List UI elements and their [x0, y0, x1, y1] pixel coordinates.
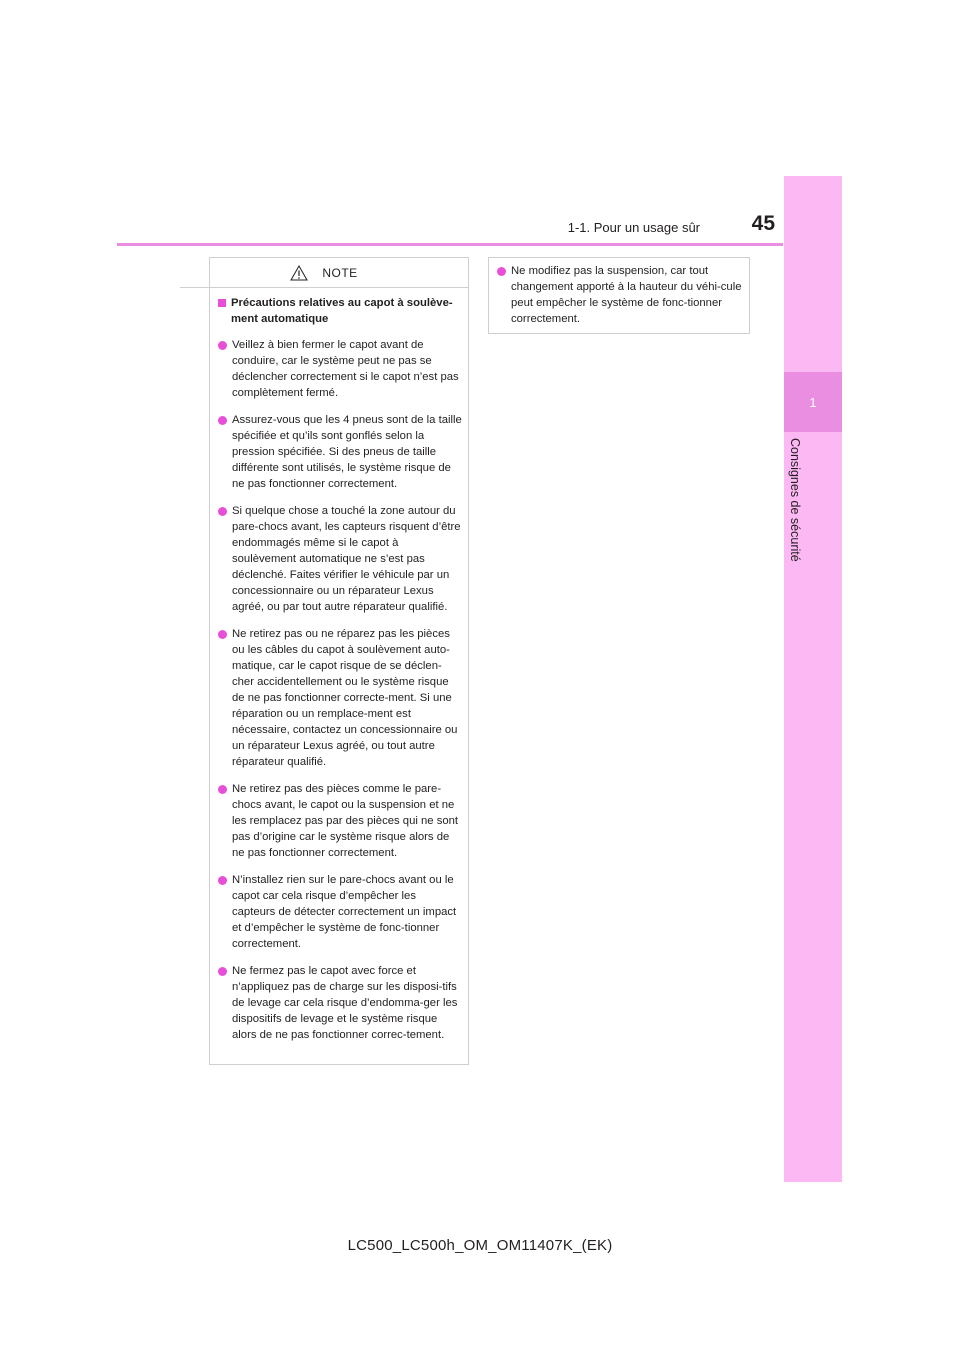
side-band: [784, 176, 842, 1182]
bullet-dot-icon: [218, 967, 227, 976]
chapter-title: Consignes de sécurité: [788, 438, 802, 562]
bullet-dot-icon: [218, 876, 227, 885]
list-item: [218, 412, 462, 492]
list-item: [218, 337, 462, 401]
header-rule: [117, 243, 783, 246]
note-heading-text: Précautions relatives au capot à soulève-ment automatique: [231, 297, 453, 325]
note-label: NOTE: [322, 265, 358, 280]
list-item: [218, 963, 462, 1043]
bullet-dot-icon: [218, 341, 227, 350]
bullet-dot-icon: [218, 630, 227, 639]
list-item-text: Ne retirez pas des pièces comme le pare-chocs avant, le capot ou la suspension et ne les remplacez pas par des pièces qui ne sont pas d’origine car le système risque alors de ne pas fonctionner correctement.: [232, 783, 459, 859]
bullet-dot-icon: [218, 785, 227, 794]
list-item: [218, 781, 462, 861]
note-box-continued: [488, 257, 750, 334]
list-item-text: N’installez rien sur le pare-chocs avant ou le capot car cela risque d’empêcher les capteurs de détecter correctement un impact et d’empêcher le système de fonc-tionner correctement.: [232, 874, 457, 950]
list-item-text: Ne fermez pas le capot avec force et n’appliquez pas de charge sur les disposi-tifs de levage car cela risque d’endomma-ger les dispositifs de levage et le système risque alors de ne pas fonctionner correc-tement.: [232, 965, 458, 1041]
bullet-dot-icon: [497, 267, 506, 276]
square-bullet-icon: [218, 299, 226, 307]
chapter-number: 1: [809, 394, 817, 410]
list-item-text: Veillez à bien fermer le capot avant de conduire, car le système peut ne pas se déclencher correctement si le capot n’est pas complètement fermé.: [232, 339, 459, 399]
list-item: [218, 626, 462, 770]
list-item: [497, 263, 743, 327]
note-box: [209, 257, 469, 1065]
note-header: [180, 258, 468, 288]
bullet-dot-icon: [218, 507, 227, 516]
section-title: 1-1. Pour un usage sûr: [567, 220, 700, 235]
list-item-text: Assurez-vous que les 4 pneus sont de la taille spécifiée et qu’ils sont gonflés selon la pression spécifiée. Si des pneus de taille différente sont utilisés, le système risque de ne pas fonctionner correctement.: [232, 414, 462, 490]
list-item-text: Si quelque chose a touché la zone autour du pare-chocs avant, les capteurs risquent d’être endommagés même si le capot à soulèvement automatique ne s’est pas déclenché. Faites vérifier le véhicule par un concessionnaire ou un réparateur Lexus agréé, ou par tout autre réparateur qualifié.: [232, 505, 461, 613]
list-item: [218, 503, 462, 615]
chapter-tab[interactable]: [784, 372, 842, 432]
page-number: 45: [751, 212, 775, 235]
note-heading: [218, 295, 462, 327]
list-item: [218, 872, 462, 952]
document-code: LC500_LC500h_OM_OM11407K_(EK): [347, 1237, 613, 1254]
bullet-dot-icon: [218, 416, 227, 425]
list-item-text: Ne modifiez pas la suspension, car tout changement apporté à la hauteur du véhi-cule peut empêcher le système de fonc-tionner correctement.: [511, 265, 742, 325]
list-item-text: Ne retirez pas ou ne réparez pas les pièces ou les câbles du capot à soulèvement auto-matique, car le capot risque de se déclen-cher accidentellement ou le système risque de ne pas fonctionner correcte-ment. Si une réparation ou un remplace-ment est nécessaire, contactez un concessionnaire ou un réparateur Lexus agréé, ou tout autre réparateur qualifié.: [232, 628, 458, 768]
warning-triangle-icon: [290, 265, 308, 281]
